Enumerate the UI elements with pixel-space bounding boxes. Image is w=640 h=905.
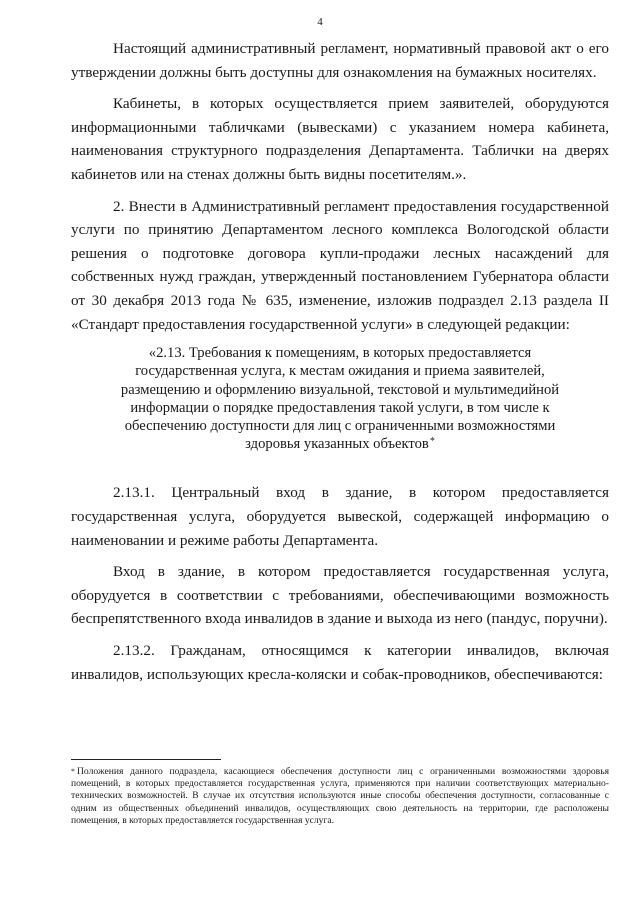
paragraph-2-13-2: 2.13.2. Гражданам, относящимся к категории инвалидов, включая инвалидов, использующих кресла-коляски и собак-проводников, обеспечиваются:	[71, 641, 609, 683]
section-heading-text: «2.13. Требования к помещениям, в которых предоставляется государственная услуга, к местам ожидания и приема заявителей, размещению и оформлению визуальной, текстовой и мультимедийной информации о порядке предоставления такой услуги, в том числе к обеспечению доступности для лиц с ограниченными возможностями здоровья указанных объектов	[120, 345, 560, 453]
footnote-marker: *	[71, 767, 75, 776]
document-body	[71, 37, 609, 686]
section-heading-2-13	[71, 344, 609, 453]
footnote	[71, 766, 609, 827]
paragraph-regulation-availability: Настоящий административный регламент, нормативный правовой акт о его утверждении должны быть доступны для ознакомления на бумажных носителях.	[71, 40, 609, 81]
footnote-text: Положения данного подраздела, касающиеся обеспечения доступности лиц с ограниченными возможностями здоровья помещений, в которых предоставляется государственная услуга, применяются при наличии соответствующих материально-технических возможностей. В случае их отсутствия используются иные способы обеспечения доступности, согласованные с одним из общественных объединений инвалидов, осуществляющих свою деятельность на территории, где расположены помещения, в которых предоставляется государственная услуга.	[71, 766, 609, 826]
paragraph-amendment-2: 2. Внести в Административный регламент предоставления государственной услуги по принятию Департаментом лесного комплекса Вологодской области решения о подготовке договора купли-продажи лесных насаждений для собственных нужд граждан, утвержденный постановлением Губернатора области от 30 декабря 2013 года № 635, изменение, изложив подраздел 2.13 раздела II «Стандарт предоставления государственной услуги» в следующей редакции:	[71, 197, 609, 333]
footnote-reference: *	[429, 436, 435, 448]
footnote-separator	[71, 759, 221, 760]
paragraph-office-signage: Кабинеты, в которых осуществляется прием заявителей, оборудуются информационными табличками (вывесками) с указанием номера кабинета, наименования структурного подразделения Департамента. Таблички на дверях кабинетов или на стенах должны быть видны посетителям.».	[71, 95, 609, 183]
paragraph-2-13-1: 2.13.1. Центральный вход в здание, в котором предоставляется государственная услуга, оборудуется вывеской, содержащей информацию о наименовании и режиме работы Департамента.	[71, 484, 609, 549]
page-number: 4	[317, 16, 323, 28]
paragraph-entrance-accessibility: Вход в здание, в котором предоставляется государственная услуга, оборудуется в соответствии с требованиями, обеспечивающими возможность беспрепятственного входа инвалидов в здание и выхода из него (пандус, поручни).	[71, 563, 609, 628]
